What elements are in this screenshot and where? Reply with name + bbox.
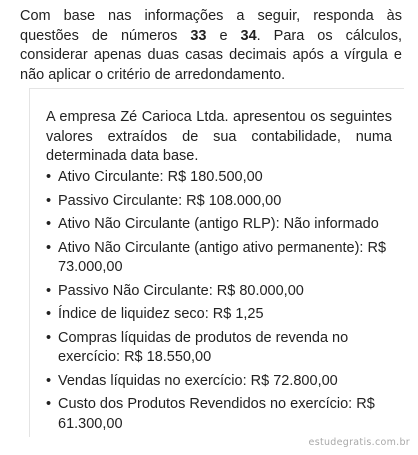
bullet-icon: • [46,192,52,209]
bullet-icon: • [46,306,52,322]
list-item-text: Ativo Não Circulante (antigo ativo permanente): R$ 73.000,00 [58,239,387,275]
list-item [46,305,398,325]
list-item [46,395,398,434]
passage-text: A empresa Zé Carioca Ltda. apresentou os seguintes valores extraídos de sua contabilidade, numa determinada data base. [46,109,392,164]
list-item [46,329,398,368]
values-list [46,168,398,438]
list-item-text: Passivo Não Circulante: R$ 80.000,00 [58,282,304,299]
list-item-text: Compras líquidas de produtos de revenda no exercício: R$ 18.550,00 [58,329,349,365]
list-item [46,192,398,212]
question-instructions [20,7,402,85]
bullet-icon: • [46,216,52,232]
list-item-text: Ativo Circulante: R$ 180.500,00 [58,169,263,185]
bullet-icon: • [46,396,52,412]
question-number-34: 34 [240,27,257,44]
list-item-text: Passivo Circulante: R$ 108.000,00 [58,192,282,209]
instructions-text-start: Com base nas informações a seguir, responda às questões de números [20,8,402,44]
list-item [46,239,398,278]
list-item [46,215,398,235]
bullet-icon: • [46,329,52,346]
list-item-text: Índice de liquidez seco: R$ 1,25 [58,306,264,322]
list-item [46,372,398,392]
list-item-text: Ativo Não Circulante (antigo RLP): Não informado [58,216,379,232]
bullet-icon: • [46,169,52,185]
bullet-icon: • [46,282,52,299]
list-item-text: Custo dos Produtos Revendidos no exercício: R$ 61.300,00 [58,396,375,432]
bullet-icon: • [46,239,52,256]
bullet-icon: • [46,372,52,389]
instructions-text-end: . Para os cálculos, considerar apenas duas casas decimais após a vírgula e não aplicar o critério de arredondamento. [20,27,402,83]
instructions-conjunction: e [206,27,241,44]
list-item-text: Vendas líquidas no exercício: R$ 72.800,00 [58,372,338,389]
list-item [46,282,398,302]
list-item [46,168,398,188]
watermark: estudegratis.com.br [308,437,410,448]
question-number-33: 33 [190,27,207,44]
